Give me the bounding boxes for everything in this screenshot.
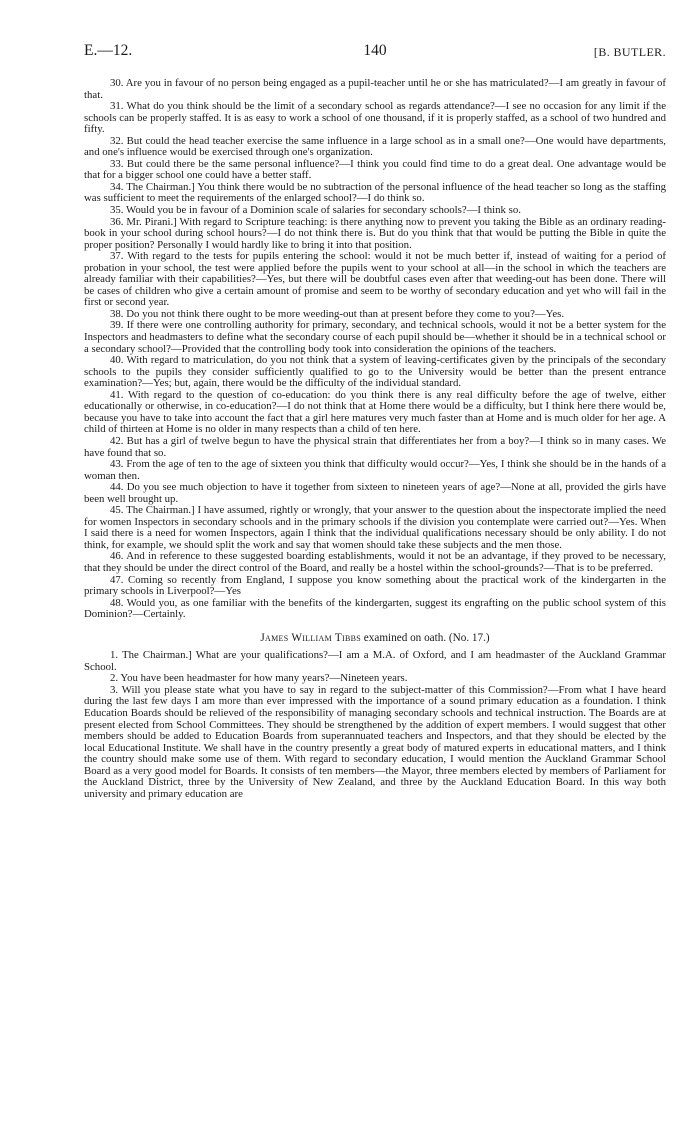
question-paragraph: 31. What do you think should be the limit of a secondary school as regards attendance?—I see no occasion for any limit if the schools can be properly staffed. It is as easy to work a school of one thousand, if it is properly staffed, as a school of two hundred and fifty. xyxy=(84,100,666,136)
question-paragraph: 44. Do you see much objection to have it together from sixteen to nineteen years of age?—None at all, provided the girls have been well brought up. xyxy=(84,481,666,505)
question-paragraph: 45. The Chairman.] I have assumed, rightly or wrongly, that your answer to the question about the inspectorate implied the need for women Inspectors in secondary schools and in the primary schools if the division you contemplate were carried out?—Yes. When I said there is a need for women Inspectors, again I think that the individual qualifications necessary should be only ability. I do not think, for example, we should split the work and say that women should take these subjects and the men those. xyxy=(84,504,666,551)
question-paragraph: 41. With regard to the question of co-education: do you think there is any real difficulty before the age of twelve, either educationally or otherwise, in co-education?—I do not think that at Home there would be a difficulty, but I think here there would be, because you have to take into account the fact that a girl here matures very much faster than at Home and is much older for her age. A child of thirteen at Home is no older in many respects than a child of ten here. xyxy=(84,388,666,436)
question-paragraph: 48. Would you, as one familiar with the benefits of the kindergarten, suggest its engrafting on the public school system of this Dominion?—Certainly. xyxy=(84,596,666,621)
question-paragraph: 46. And in reference to these suggested boarding establishments, would it not be an advantage, if they proved to be necessary, that they should be under the direct control of the Board, and really be a hostel within the school-grounds?—That is to be preferred. xyxy=(84,550,666,574)
witness-paragraph: 1. The Chairman.] What are your qualifications?—I am a M.A. of Oxford, and I am headmaster of the Auckland Grammar School. xyxy=(84,649,666,673)
question-paragraph: 35. Would you be in favour of a Dominion scale of salaries for secondary schools?—I think so. xyxy=(110,204,521,217)
page-header xyxy=(84,42,666,62)
question-paragraph: 43. From the age of ten to the age of sixteen you think that difficulty would occur?—Yes, I think she should be in the hands of a woman then. xyxy=(84,458,666,482)
witness-name: James William Tibbs xyxy=(260,631,361,644)
witness-heading-rest: examined on oath. (No. 17.) xyxy=(361,631,490,644)
question-paragraph: 38. Do you not think there ought to be more weeding-out than at present before they come to you?—Yes. xyxy=(110,307,565,320)
question-paragraph: 30. Are you in favour of no person being engaged as a pupil-teacher until he or she has matriculated?—I am greatly in favour of that. xyxy=(84,77,666,101)
question-paragraph: 37. With regard to the tests for pupils entering the school: would it not be much better if, instead of waiting for a period of probation in your school, the test were applied before the pupils went to your school at all—in the school in which the teachers are already familiar with their capabilities?—Yes, but there will be doubtful cases even after that weeding-out has been done. There will be cases of children who give a certain amount of promise and seem to be worthy of secondary education and yet who will fail in the first or second year. xyxy=(84,250,666,309)
question-paragraph: 47. Coming so recently from England, I suppose you know something about the practical work of the kindergarten in the primary schools in Liverpool?—Yes xyxy=(84,573,666,598)
witness-paragraph: 3. Will you please state what you have to say in regard to the subject-matter of this Commission?—From what I have heard during the last few days I am more than ever impressed with the importance of a sound primary education as a foundation. I think Education Boards should be relieved of the responsibility of managing secondary schools and technical instruction. The Boards are at present elected from School Committees. They should be strengthened by the addition of expert members. I would suggest that other members should be added to Education Boards from superannuated teachers and Inspectors, and that they should be elected by the local Educational Institute. We shall have in the country presently a great body of matured experts in educational matters, and I think the country should make some use of them. With regard to secondary education, I would mention the Auckland Grammar School Board as a very good model for Boards. It consists of ten members—the Mayor, three members elected by members of Parliament for the Auckland District, three by the University of New Zealand, and three by the Auckland Education Board. In this way both university and primary education are xyxy=(84,683,666,800)
witness-reference: [B. BUTLER. xyxy=(593,45,666,59)
witness-paragraph: 2. You have been headmaster for how many years?—Nineteen years. xyxy=(110,672,408,685)
question-paragraph: 40. With regard to matriculation, do you not think that a system of leaving-certificates given by the principals of the secondary schools to the pupils they consider sufficiently qualified to go to the University would be better than the present entrance examination?—Yes; but, again, there would be the difficulty of the individual standard. xyxy=(84,354,666,390)
question-paragraph: 39. If there were one controlling authority for primary, secondary, and technical schools, would it not be a better system for the Inspectors and headmasters to define what the secondary course of each pupil should be—whether it should be in a technical school or a secondary school?—Provided that the controlling body took into consideration the opinions of the teachers. xyxy=(84,319,666,355)
question-paragraph: 32. But could the head teacher exercise the same influence in a large school as in a small one?—One would have departments, and one's influence would be exercised through one's organization. xyxy=(84,134,666,159)
question-paragraph: 33. But could there be the same personal influence?—I think you could find time to do a great deal. One advantage would be that for a bigger school one could have a better staff. xyxy=(84,157,666,182)
page-number: 140 xyxy=(363,42,387,59)
document-reference: E.—12. xyxy=(84,42,133,59)
question-paragraph: 34. The Chairman.] You think there would be no subtraction of the personal influence of the head teacher so long as the staffing was sufficient to meet the requirements of the enlarged school?—I do think so. xyxy=(84,180,666,205)
witness-heading xyxy=(84,633,666,645)
question-paragraph: 36. Mr. Pirani.] With regard to Scripture teaching: is there anything now to prevent you taking the Bible as an ordinary reading-book in your school during school hours?—I do not think there is. But do you think that that would be putting the Bible in quite the proper position? Personally I would hardly like to bring it into that position. xyxy=(84,215,666,251)
document-body xyxy=(84,78,666,800)
question-paragraph: 42. But has a girl of twelve begun to have the physical strain that differentiates her from a boy?—I think so in many cases. We have found that so. xyxy=(84,434,666,459)
